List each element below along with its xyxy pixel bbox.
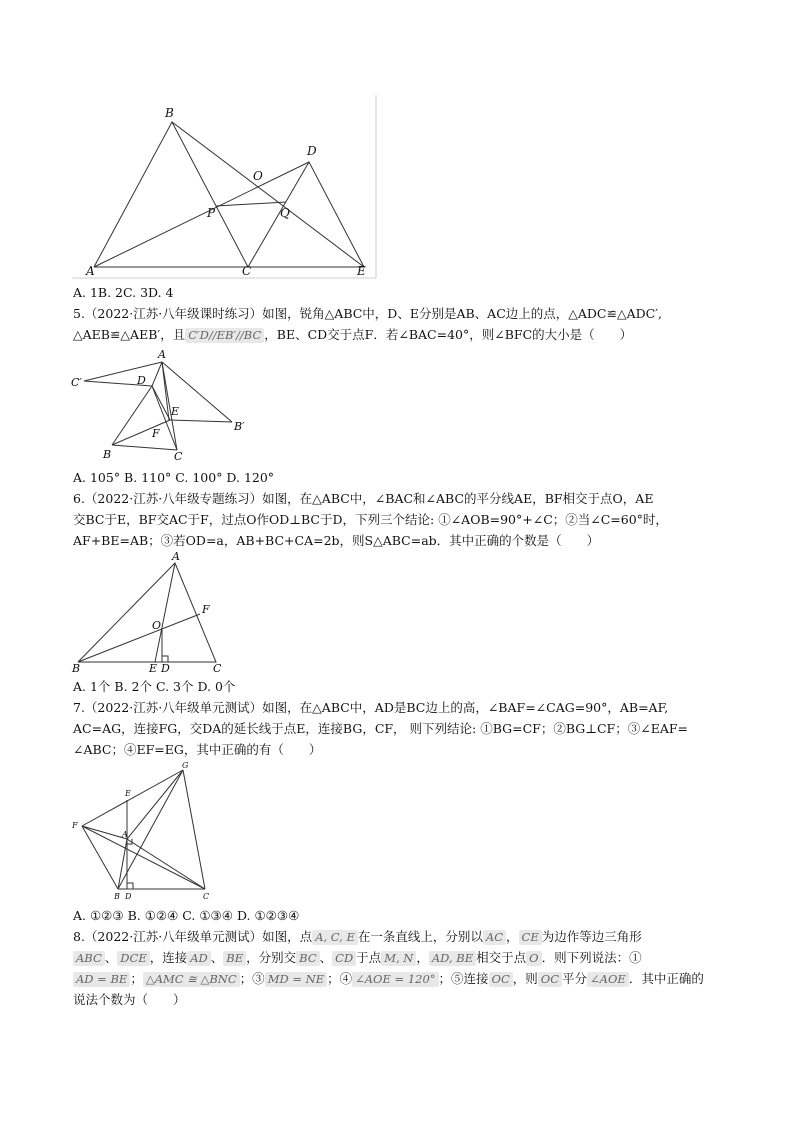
q8-math-o: O bbox=[526, 951, 541, 966]
q8-line1 bbox=[73, 927, 642, 947]
q8-l1b: 在一条直线上，分别以 bbox=[357, 929, 483, 944]
q8-l3e: ，则 bbox=[512, 971, 538, 986]
fig3-label-a: A bbox=[172, 551, 180, 563]
fig2-label-c-prime: C′ bbox=[71, 376, 82, 389]
q8-l3d: ；⑤连接 bbox=[438, 971, 489, 986]
q8-math-bc: BC bbox=[296, 951, 319, 966]
q5-line1: 5.（2022·江苏·八年级课时练习）如图，锐角△ABC中，D、E分别是AB、AC边上的点，△ADC≌△ADC′, bbox=[73, 306, 662, 321]
q8-math-ac: AC bbox=[483, 930, 506, 945]
q8-l2f: 于点 bbox=[356, 950, 382, 965]
q8-math-oc-2: OC bbox=[538, 972, 562, 987]
q8-l3f: 平分 bbox=[562, 971, 588, 986]
fig3-label-f: F bbox=[202, 603, 210, 616]
q8-math-angle-aoe-2: ∠AOE bbox=[587, 972, 629, 987]
q8-math-angle-aoe: ∠AOE = 120° bbox=[352, 972, 438, 987]
fig3-label-e: E bbox=[149, 662, 158, 675]
fig3-label-c: C bbox=[213, 662, 222, 675]
q8-l2b: ，连接 bbox=[149, 950, 188, 965]
fig4-label-f: F bbox=[72, 821, 78, 830]
fig1-label-c: C bbox=[242, 264, 252, 278]
q8-l2i: ．则下列说法：① bbox=[541, 950, 642, 965]
q8-math-congruent: △AMC ≅ △BNC bbox=[143, 972, 240, 987]
q8-math-ace: A, C, E bbox=[312, 930, 358, 945]
q7-options: A. ①②③ B. ①②④ C. ①③④ D. ①②③④ bbox=[73, 908, 300, 923]
figure-4 bbox=[70, 762, 220, 904]
fig2-label-a: A bbox=[158, 348, 166, 361]
q8-math-oc: OC bbox=[489, 972, 513, 987]
fig4-label-a: A bbox=[122, 830, 128, 839]
q5-line2-pre: △AEB≌△AEB′，且 bbox=[73, 327, 186, 342]
fig2-label-d: D bbox=[137, 374, 146, 387]
fig4-label-c: C bbox=[203, 892, 210, 901]
q5-line2-post: ，BE、CD交于点F．若∠BAC=40°，则∠BFC的大小是（ ） bbox=[264, 327, 633, 342]
fig2-label-c: C bbox=[174, 450, 183, 463]
q5-line2 bbox=[73, 325, 632, 345]
q8-l3b: ；③ bbox=[239, 971, 265, 986]
figure-1 bbox=[72, 95, 382, 280]
q8-math-ad-eq-be: AD = BE bbox=[73, 972, 130, 987]
fig1-label-q: Q bbox=[280, 206, 290, 220]
q8-l2d: ，分别交 bbox=[246, 950, 297, 965]
q8-line2 bbox=[73, 948, 642, 968]
q8-l1c: ， bbox=[506, 929, 519, 944]
figure-3 bbox=[70, 551, 230, 676]
q8-l2g: ， bbox=[416, 950, 429, 965]
q5-options: A. 105° B. 110° C. 100° D. 120° bbox=[73, 470, 275, 485]
q4-options: A. 1B. 2C. 3D. 4 bbox=[73, 285, 174, 300]
fig2-label-f: F bbox=[152, 427, 160, 440]
q6-line3: AF+BE=AB；③若OD=a，AB+BC+CA=2b，则S△ABC=ab．其中正确的个数是（ ） bbox=[73, 533, 600, 548]
q8-math-dce: DCE bbox=[117, 951, 149, 966]
fig2-label-b: B bbox=[103, 448, 112, 461]
fig4-label-b: B bbox=[114, 892, 120, 901]
q6-options: A. 1个 B. 2个 C. 3个 D. 0个 bbox=[73, 679, 236, 694]
fig2-label-b-prime: B′ bbox=[234, 420, 245, 433]
q6-line2: 交BC于E，BF交AC于F，过点O作OD⊥BC于D，下列三个结论: ①∠AOB=90°+∠C；②当∠C=60°时， bbox=[73, 512, 668, 527]
fig4-label-e: E bbox=[125, 789, 131, 798]
fig1-label-o: O bbox=[253, 169, 263, 183]
q5-math-parallel: C′D//EB′//BC bbox=[185, 328, 264, 343]
q8-l1d: 为边作等边三角形 bbox=[541, 929, 642, 944]
q8-math-ad: AD bbox=[187, 951, 211, 966]
figure-2 bbox=[70, 348, 260, 463]
q8-l3c: ；④ bbox=[327, 971, 353, 986]
fig1-label-d: D bbox=[307, 144, 317, 158]
q8-l3a: ； bbox=[130, 971, 143, 986]
q8-math-ad-be: AD, BE bbox=[429, 951, 476, 966]
q8-l2e: 、 bbox=[319, 950, 333, 965]
fig3-label-d: D bbox=[161, 662, 170, 675]
q8-math-ce: CE bbox=[519, 930, 542, 945]
q8-line3 bbox=[73, 969, 704, 989]
q8-line4: 说法个数为（ ） bbox=[73, 992, 186, 1007]
q8-math-md-ne: MD = NE bbox=[265, 972, 327, 987]
q8-math-be: BE bbox=[223, 951, 246, 966]
q6-line1: 6.（2022·江苏·八年级专题练习）如图，在△ABC中，∠BAC和∠ABC的平分线AE，BF相交于点O，AE bbox=[73, 491, 654, 506]
fig1-label-a: A bbox=[86, 264, 95, 278]
q8-l1a: 8.（2022·江苏·八年级单元测试）如图，点 bbox=[73, 929, 313, 944]
fig1-label-b: B bbox=[165, 106, 174, 120]
q7-line1: 7.（2022·江苏·八年级单元测试）如图，在△ABC中，AD是BC边上的高，∠BAF=∠CAG=90°，AB=AF, bbox=[73, 700, 669, 715]
q8-l2a: 、 bbox=[104, 950, 118, 965]
q8-math-abc: ABC bbox=[73, 951, 105, 966]
q8-l3g: ．其中正确的 bbox=[628, 971, 704, 986]
fig2-label-e: E bbox=[171, 405, 180, 418]
q7-line2: AC=AG，连接FG，交DA的延长线于点E，连接BG，CF， 则下列结论: ①BG=CF；②BG⊥CF；③∠EAF= bbox=[73, 721, 688, 736]
fig1-label-p: P bbox=[207, 206, 216, 220]
q8-math-cd: CD bbox=[332, 951, 356, 966]
fig1-label-e: E bbox=[357, 264, 366, 278]
q7-line3: ∠ABC；④EF=EG，其中正确的有（ ） bbox=[73, 742, 322, 757]
fig3-label-o: O bbox=[152, 619, 162, 632]
fig4-label-d: D bbox=[125, 892, 132, 901]
q8-l2h: 相交于点 bbox=[476, 950, 527, 965]
q8-l2c: 、 bbox=[210, 950, 224, 965]
fig4-label-g: G bbox=[182, 762, 189, 770]
fig3-label-b: B bbox=[72, 662, 81, 675]
q8-math-mn: M, N bbox=[381, 951, 416, 966]
